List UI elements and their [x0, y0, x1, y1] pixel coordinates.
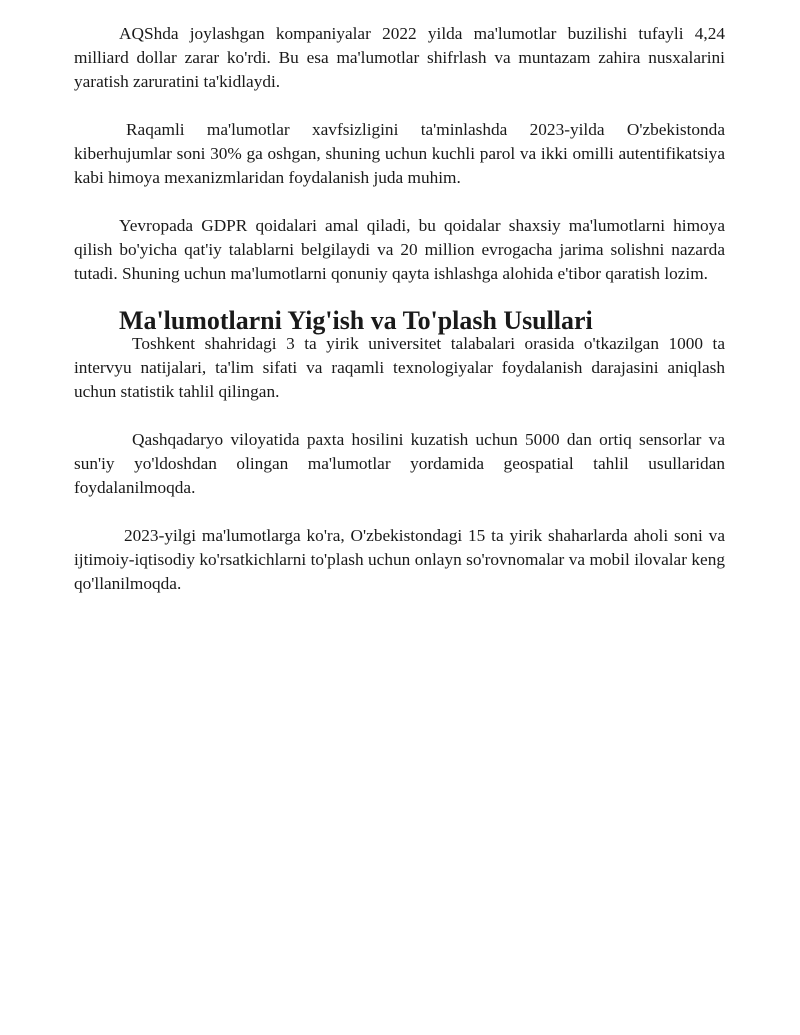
paragraph-cyberattacks-uzbekistan: Raqamli ma'lumotlar xavfsizligini ta'minlashda 2023-yilda O'zbekistonda kiberhujumlar soni 30% ga oshgan, shuning uchun kuchli parol va ikki omilli autentifikatsiya kabi himoya mexanizmlaridan foydalanish juda muhim. [74, 120, 725, 187]
section-heading: Ma'lumotlarni Yig'ish va To'plash Usullari [119, 306, 593, 335]
paragraph-spacer [74, 190, 725, 214]
paragraph-spacer [74, 404, 725, 428]
paragraph-spacer [74, 500, 725, 524]
paragraph-tashkent-interviews: Toshkent shahridagi 3 ta yirik universitet talabalari orasida o'tkazilgan 1000 ta intervyu natijalari, ta'lim sifati va raqamli texnologiyalar foydalanish darajasini aniqlash uchun statistik tahlil qilingan. [74, 334, 725, 401]
paragraph-data-breach-losses: AQShda joylashgan kompaniyalar 2022 yilda ma'lumotlar buzilishi tufayli 4,24 milliard dollar zarar ko'rdi. Bu esa ma'lumotlar shifrlash va muntazam zahira nusxalarini yaratish zaruratini ta'kidlaydi. [74, 24, 725, 91]
paragraph-online-surveys: 2023-yilgi ma'lumotlarga ko'ra, O'zbekistondagi 15 ta yirik shaharlarda aholi soni va ijtimoiy-iqtisodiy ko'rsatkichlarni to'plash uchun onlayn so'rovnomalar va mobil ilovalar keng qo'llanilmoqda. [74, 526, 725, 593]
paragraph-gdpr-rules: Yevropada GDPR qoidalari amal qiladi, bu qoidalar shaxsiy ma'lumotlarni himoya qilish bo'yicha qat'iy talablarni belgilaydi va 20 million evrogacha jarima solishni nazarda tutadi. Shuning uchun ma'lumotlarni qonuniy qayta ishlashga alohida e'tibor qaratish lozim. [74, 216, 725, 283]
paragraph-spacer [74, 94, 725, 118]
document-page [74, 22, 725, 596]
paragraph-qashqadaryo-sensors: Qashqadaryo viloyatida paxta hosilini kuzatish uchun 5000 dan ortiq sensorlar va sun'iy yo'ldoshdan olingan ma'lumotlar yordamida geospatial tahlil usullaridan foydalanilmoqda. [74, 430, 725, 497]
